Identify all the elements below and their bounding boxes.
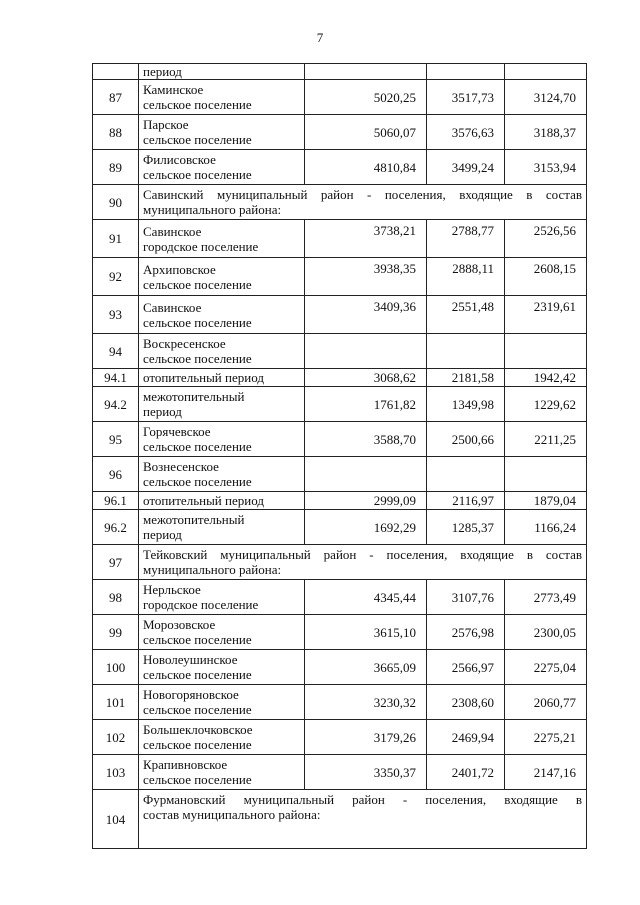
value-3: 3188,37 bbox=[505, 115, 587, 150]
value-3: 1229,62 bbox=[505, 387, 587, 422]
row-name: Большеклочковское bbox=[143, 722, 253, 737]
value-1: 3068,62 bbox=[305, 369, 427, 387]
value-2: 2116,97 bbox=[427, 492, 505, 510]
section-title: Тейковский муниципальный район - поселения, входящие в состав bbox=[143, 547, 582, 562]
row-number: 102 bbox=[93, 720, 139, 755]
value-3: 2526,56 bbox=[505, 220, 587, 258]
row-name-2: сельское поселение bbox=[143, 474, 252, 489]
row-name-2: сельское поселение bbox=[143, 667, 252, 682]
value-3: 2300,05 bbox=[505, 615, 587, 650]
table-row bbox=[93, 64, 587, 80]
row-name-2: сельское поселение bbox=[143, 314, 252, 330]
value-3: 2211,25 bbox=[505, 422, 587, 457]
table-row bbox=[93, 650, 587, 685]
table-row bbox=[93, 150, 587, 185]
value-2: 2500,66 bbox=[427, 422, 505, 457]
value-2: 2788,77 bbox=[427, 220, 505, 258]
row-name: Вознесенское bbox=[143, 459, 219, 474]
row-number: 96.2 bbox=[93, 510, 139, 545]
value-3: 1166,24 bbox=[505, 510, 587, 545]
row-number: 103 bbox=[93, 755, 139, 790]
value-2: 2181,58 bbox=[427, 369, 505, 387]
value-3: 1942,42 bbox=[505, 369, 587, 387]
section-title-2: муниципального района: bbox=[143, 562, 282, 577]
row-number: 94.2 bbox=[93, 387, 139, 422]
value-1: 3588,70 bbox=[305, 422, 427, 457]
row-name: Крапивновское bbox=[143, 757, 228, 772]
row-number: 104 bbox=[93, 790, 139, 849]
row-number: 95 bbox=[93, 422, 139, 457]
row-name-2: сельское поселение bbox=[143, 351, 252, 366]
value-2: 1285,37 bbox=[427, 510, 505, 545]
table-row bbox=[93, 457, 587, 492]
row-number: 96.1 bbox=[93, 492, 139, 510]
table-row bbox=[93, 755, 587, 790]
value-2: 2308,60 bbox=[427, 685, 505, 720]
row-name-2: сельское поселение bbox=[143, 439, 252, 454]
value-2: 3499,24 bbox=[427, 150, 505, 185]
table-row bbox=[93, 220, 587, 258]
row-name-2: городское поселение bbox=[143, 238, 259, 254]
row-name-2: сельское поселение bbox=[143, 167, 252, 182]
value-1: 3615,10 bbox=[305, 615, 427, 650]
value-1: 3409,36 bbox=[305, 296, 427, 334]
section-title: Фурмановский муниципальный район - поселения, входящие в bbox=[143, 792, 582, 807]
value-3: 3153,94 bbox=[505, 150, 587, 185]
value-2: 2566,97 bbox=[427, 650, 505, 685]
table-row bbox=[93, 369, 587, 387]
value-3: 2608,15 bbox=[505, 258, 587, 296]
value-1: 2999,09 bbox=[305, 492, 427, 510]
row-name: отопительный период bbox=[139, 492, 305, 510]
table-row bbox=[93, 296, 587, 334]
value-1: 5060,07 bbox=[305, 115, 427, 150]
value-3: 2319,61 bbox=[505, 296, 587, 334]
value-1: 1761,82 bbox=[305, 387, 427, 422]
row-number: 100 bbox=[93, 650, 139, 685]
row-number: 89 bbox=[93, 150, 139, 185]
table-row bbox=[93, 615, 587, 650]
row-name: Савинское bbox=[143, 223, 202, 239]
value-3: 2773,49 bbox=[505, 580, 587, 615]
value-2: 2888,11 bbox=[427, 258, 505, 296]
row-name: период bbox=[139, 64, 305, 80]
value-1: 3738,21 bbox=[305, 220, 427, 258]
row-number: 94 bbox=[93, 334, 139, 369]
row-name: Филисовское bbox=[143, 152, 216, 167]
value-2: 2401,72 bbox=[427, 755, 505, 790]
row-name-2: сельское поселение bbox=[143, 702, 252, 717]
value-1: 1692,29 bbox=[305, 510, 427, 545]
row-name: Морозовское bbox=[143, 617, 216, 632]
row-name-2: сельское поселение bbox=[143, 772, 252, 787]
value-1: 3938,35 bbox=[305, 258, 427, 296]
row-name: отопительный период bbox=[139, 369, 305, 387]
value-2: 2576,98 bbox=[427, 615, 505, 650]
value-3: 2275,04 bbox=[505, 650, 587, 685]
value-2: 2551,48 bbox=[427, 296, 505, 334]
row-name-2: сельское поселение bbox=[143, 276, 252, 292]
value-2: 2469,94 bbox=[427, 720, 505, 755]
section-row bbox=[93, 545, 587, 580]
row-number: 92 bbox=[93, 258, 139, 296]
table-row bbox=[93, 492, 587, 510]
row-number: 99 bbox=[93, 615, 139, 650]
value-2: 3107,76 bbox=[427, 580, 505, 615]
value-3: 2147,16 bbox=[505, 755, 587, 790]
value-1: 3350,37 bbox=[305, 755, 427, 790]
row-number: 96 bbox=[93, 457, 139, 492]
value-1: 4810,84 bbox=[305, 150, 427, 185]
row-name-2: сельское поселение bbox=[143, 132, 252, 147]
value-1: 3230,32 bbox=[305, 685, 427, 720]
value-1: 3179,26 bbox=[305, 720, 427, 755]
row-number: 97 bbox=[93, 545, 139, 580]
table-row bbox=[93, 580, 587, 615]
row-number: 98 bbox=[93, 580, 139, 615]
section-title-2: муниципального района: bbox=[143, 202, 282, 217]
section-title: Савинский муниципальный район - поселения, входящие в состав bbox=[143, 187, 582, 202]
row-name: Новогоряновское bbox=[143, 687, 239, 702]
table-row bbox=[93, 720, 587, 755]
value-2: 1349,98 bbox=[427, 387, 505, 422]
value-3: 3124,70 bbox=[505, 80, 587, 115]
value-3: 2060,77 bbox=[505, 685, 587, 720]
table-row bbox=[93, 685, 587, 720]
value-1: 5020,25 bbox=[305, 80, 427, 115]
tariff-table bbox=[92, 63, 587, 849]
value-3: 1879,04 bbox=[505, 492, 587, 510]
row-name-2: сельское поселение bbox=[143, 737, 252, 752]
section-title-2: состав муниципального района: bbox=[143, 807, 321, 822]
row-number: 93 bbox=[93, 296, 139, 334]
value-1: 3665,09 bbox=[305, 650, 427, 685]
row-name-2: период bbox=[143, 527, 182, 542]
row-name-2: городское поселение bbox=[143, 597, 259, 612]
section-row bbox=[93, 790, 587, 849]
row-name: Новолеушинское bbox=[143, 652, 238, 667]
row-number: 101 bbox=[93, 685, 139, 720]
table-row bbox=[93, 115, 587, 150]
row-name: Парское bbox=[143, 117, 189, 132]
row-name: Воскресенское bbox=[143, 336, 226, 351]
row-name-2: сельское поселение bbox=[143, 632, 252, 647]
table-row bbox=[93, 510, 587, 545]
row-name: Нерльское bbox=[143, 582, 201, 597]
value-1: 4345,44 bbox=[305, 580, 427, 615]
value-2: 3517,73 bbox=[427, 80, 505, 115]
row-number: 88 bbox=[93, 115, 139, 150]
table-row bbox=[93, 258, 587, 296]
row-name-2: сельское поселение bbox=[143, 97, 252, 112]
table-row bbox=[93, 422, 587, 457]
table-row bbox=[93, 387, 587, 422]
row-name-2: период bbox=[143, 404, 182, 419]
row-number: 91 bbox=[93, 220, 139, 258]
row-number: 94.1 bbox=[93, 369, 139, 387]
row-name: Каминское bbox=[143, 82, 204, 97]
row-name: межотопительный bbox=[143, 512, 245, 527]
table-row bbox=[93, 334, 587, 369]
value-3: 2275,21 bbox=[505, 720, 587, 755]
table-row bbox=[93, 80, 587, 115]
row-name: Савинское bbox=[143, 299, 202, 315]
row-name: межотопительный bbox=[143, 389, 245, 404]
section-row bbox=[93, 185, 587, 220]
row-number: 90 bbox=[93, 185, 139, 220]
row-name: Горячевское bbox=[143, 424, 211, 439]
value-2: 3576,63 bbox=[427, 115, 505, 150]
page-number: 7 bbox=[316, 30, 324, 45]
row-name: Архиповское bbox=[143, 261, 216, 277]
row-number: 87 bbox=[93, 80, 139, 115]
